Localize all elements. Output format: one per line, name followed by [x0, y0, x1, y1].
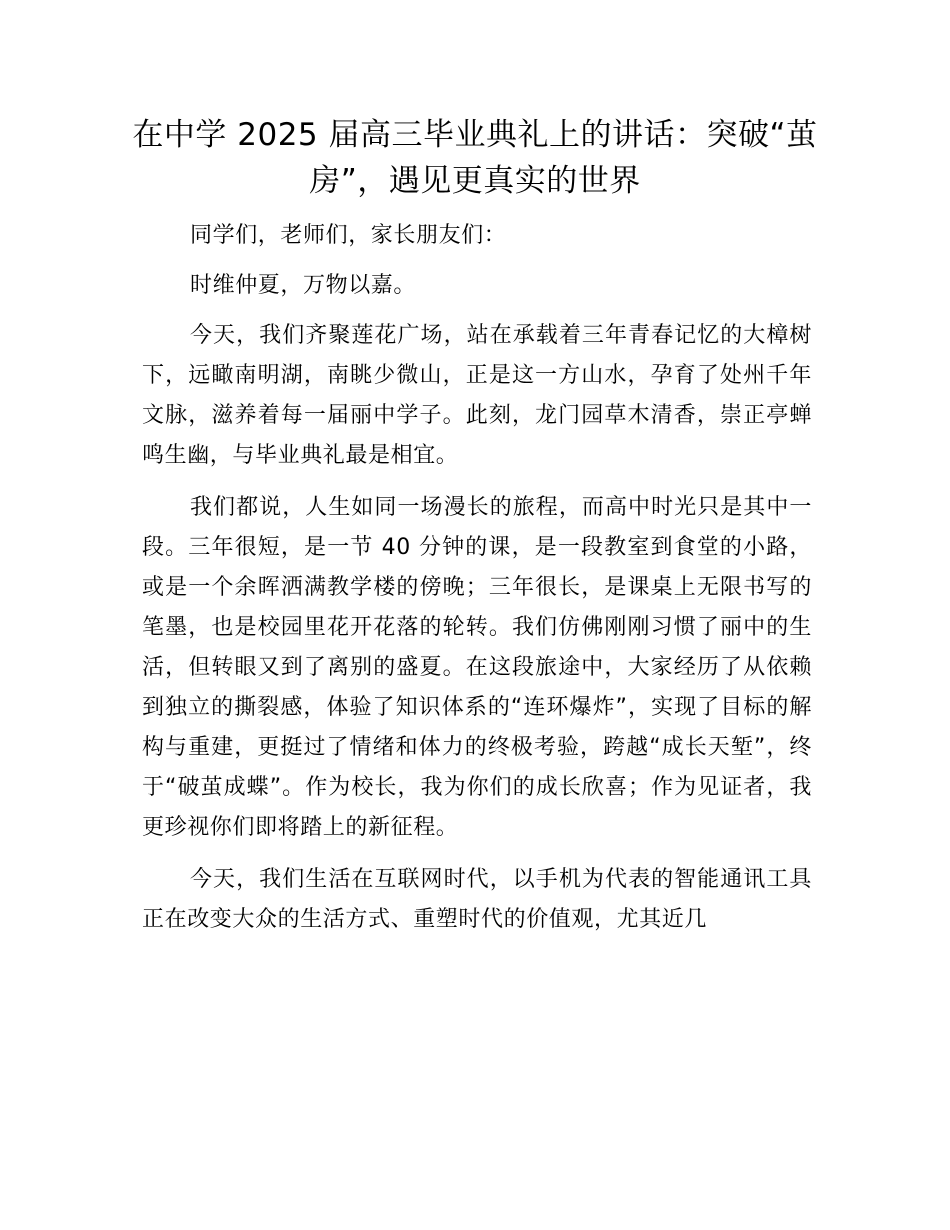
opening-paragraph: 时维仲夏，万物以嘉。 [190, 273, 417, 298]
document-title: 在中学 2025 届高三毕业典礼上的讲话：突破“茧房”，遇见更真实的世界 [132, 117, 818, 199]
body-paragraph-1: 今天，我们齐聚莲花广场，站在承载着三年青春记忆的大樟树下，远瞰南明湖，南眺少微山，正是这一方山水，孕育了处州千年文脉，滋养着每一届丽中学子。此刻，龙门园草木清香，崇正亭蝉鸣生幽，与毕业典礼最是相宜。 [142, 323, 812, 468]
body-paragraph-3: 今天，我们生活在互联网时代，以手机为代表的智能通讯工具正在改变大众的生活方式、重塑时代的价值观，尤其近几 [142, 867, 812, 932]
document-body [142, 216, 812, 952]
salutation-paragraph: 同学们，老师们，家长朋友们： [190, 223, 507, 248]
body-paragraph-2: 我们都说，人生如同一场漫长的旅程，而高中时光只是其中一段。三年很短，是一节 40 分钟的课，是一段教室到食堂的小路，或是一个余晖洒满教学楼的傍晚；三年很长，是课桌上无限书写的笔墨，也是校园里花开花落的轮转。我们仿佛刚刚习惯了丽中的生活，但转眼又到了离别的盛夏。在这段旅途中，大家经历了从依赖到独立的撕裂感，体验了知识体系的“连环爆炸”，实现了目标的解构与重建，更挺过了情绪和体力的终极考验，跨越“成长天堑”，终于“破茧成蝶”。作为校长，我为你们的成长欣喜；作为见证者，我更珍视你们即将踏上的新征程。 [142, 495, 812, 840]
